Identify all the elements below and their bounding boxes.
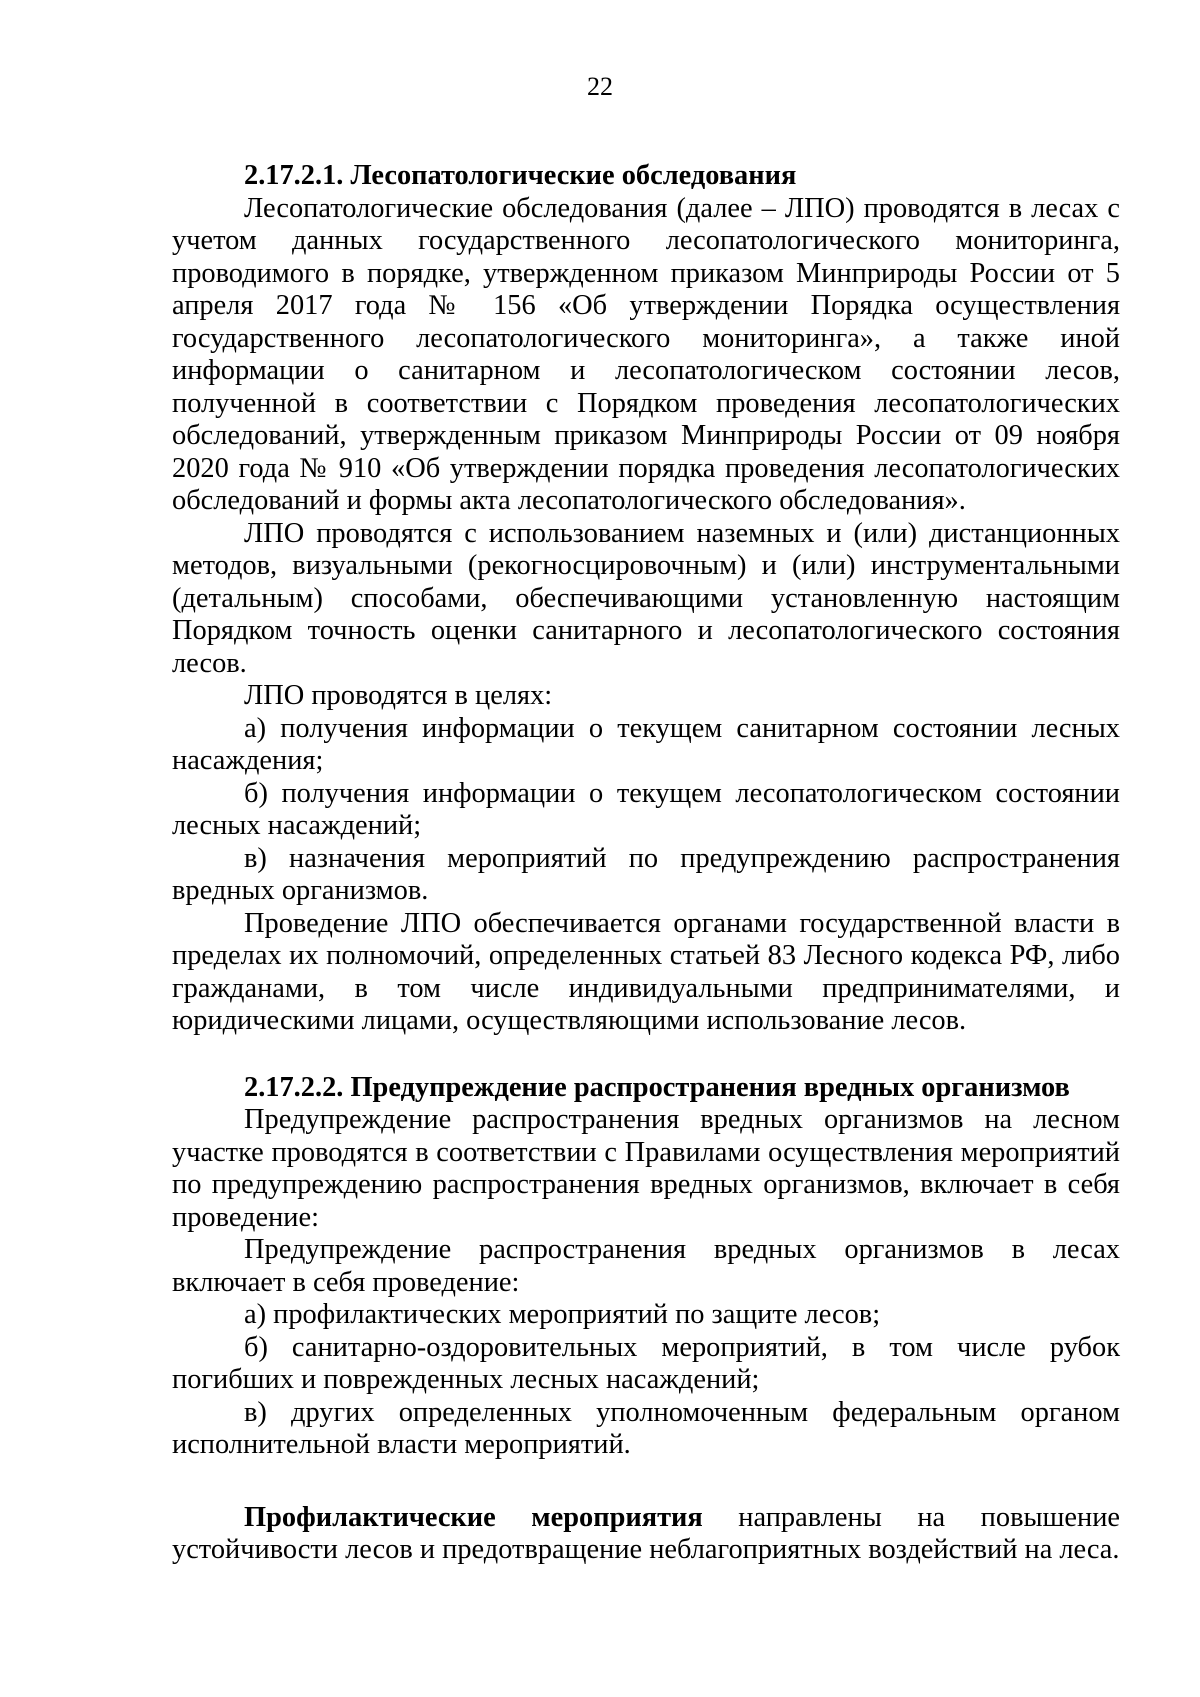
section-heading-1: 2.17.2.1. Лесопатологические обследования [244,160,797,191]
page-content [172,160,1120,1567]
list-item: б) получения информации о текущем лесопатологическом состоянии лесных насаждений; [172,777,1120,841]
final-paragraph [172,1502,1120,1567]
paragraph: Предупреждение распространения вредных организмов в лесах включает в себя проведение: [172,1234,1120,1298]
section-heading-2: 2.17.2.2. Предупреждение распространения вредных организмов [244,1071,1070,1103]
page-number: 22 [587,72,613,101]
list-item: в) назначения мероприятий по предупреждению распространения вредных организмов. [172,842,1120,906]
list-item: а) профилактических мероприятий по защите лесов; [244,1299,881,1330]
paragraph: ЛПО проводятся с использованием наземных и (или) дистанционных методов, визуальными (рекогносцировочным) и (или) инструментальными (детальным) способами, обеспечивающими установленную настоящим Порядком точность оценки санитарного и лесопатологического состояния лесов. [172,517,1120,679]
section-spacer [172,1462,1120,1502]
final-paragraph-text: направлены на повышение устойчивости лесов и предотвращение неблагоприятных воздействий на леса. [172,1501,1120,1565]
list-item: б) санитарно-оздоровительных мероприятий, в том числе рубок погибших и поврежденных лесных насаждений; [172,1331,1120,1395]
list-item: в) других определенных уполномоченным федеральным органом исполнительной власти мероприятий. [172,1396,1120,1460]
section-spacer [172,1038,1120,1072]
paragraph: Проведение ЛПО обеспечивается органами государственной власти в пределах их полномочий, определенных статьей 83 Лесного кодекса РФ, либо гражданами, в том числе индивидуальными предпринимателями, и юридическими лицами, осуществляющими использование лесов. [172,907,1120,1036]
paragraph: ЛПО проводятся в целях: [244,680,553,711]
bold-term: Профилактические мероприятия [244,1501,703,1533]
paragraph: Предупреждение распространения вредных организмов на лесном участке проводятся в соответствии с Правилами осуществления мероприятий по предупреждению распространения вредных организмов, включает в себя проведение: [172,1104,1120,1233]
list-item: а) получения информации о текущем санитарном состоянии лесных насаждения; [172,712,1120,776]
paragraph: Лесопатологические обследования (далее – ЛПО) проводятся в лесах с учетом данных государственного лесопатологического мониторинга, проводимого в порядке, утвержденном приказом Минприроды России от 5 апреля 2017 года № 156 «Об утверждении Порядка осуществления государственного лесопатологического мониторинга», а также иной информации о санитарном и лесопатологическом состоянии лесов, полученной в соответствии с Порядком проведения лесопатологических обследований, утвержденным приказом Минприроды России от 09 ноября 2020 года № 910 «Об утверждении порядка проведения лесопатологических обследований и формы акта лесопатологического обследования». [172,192,1120,516]
